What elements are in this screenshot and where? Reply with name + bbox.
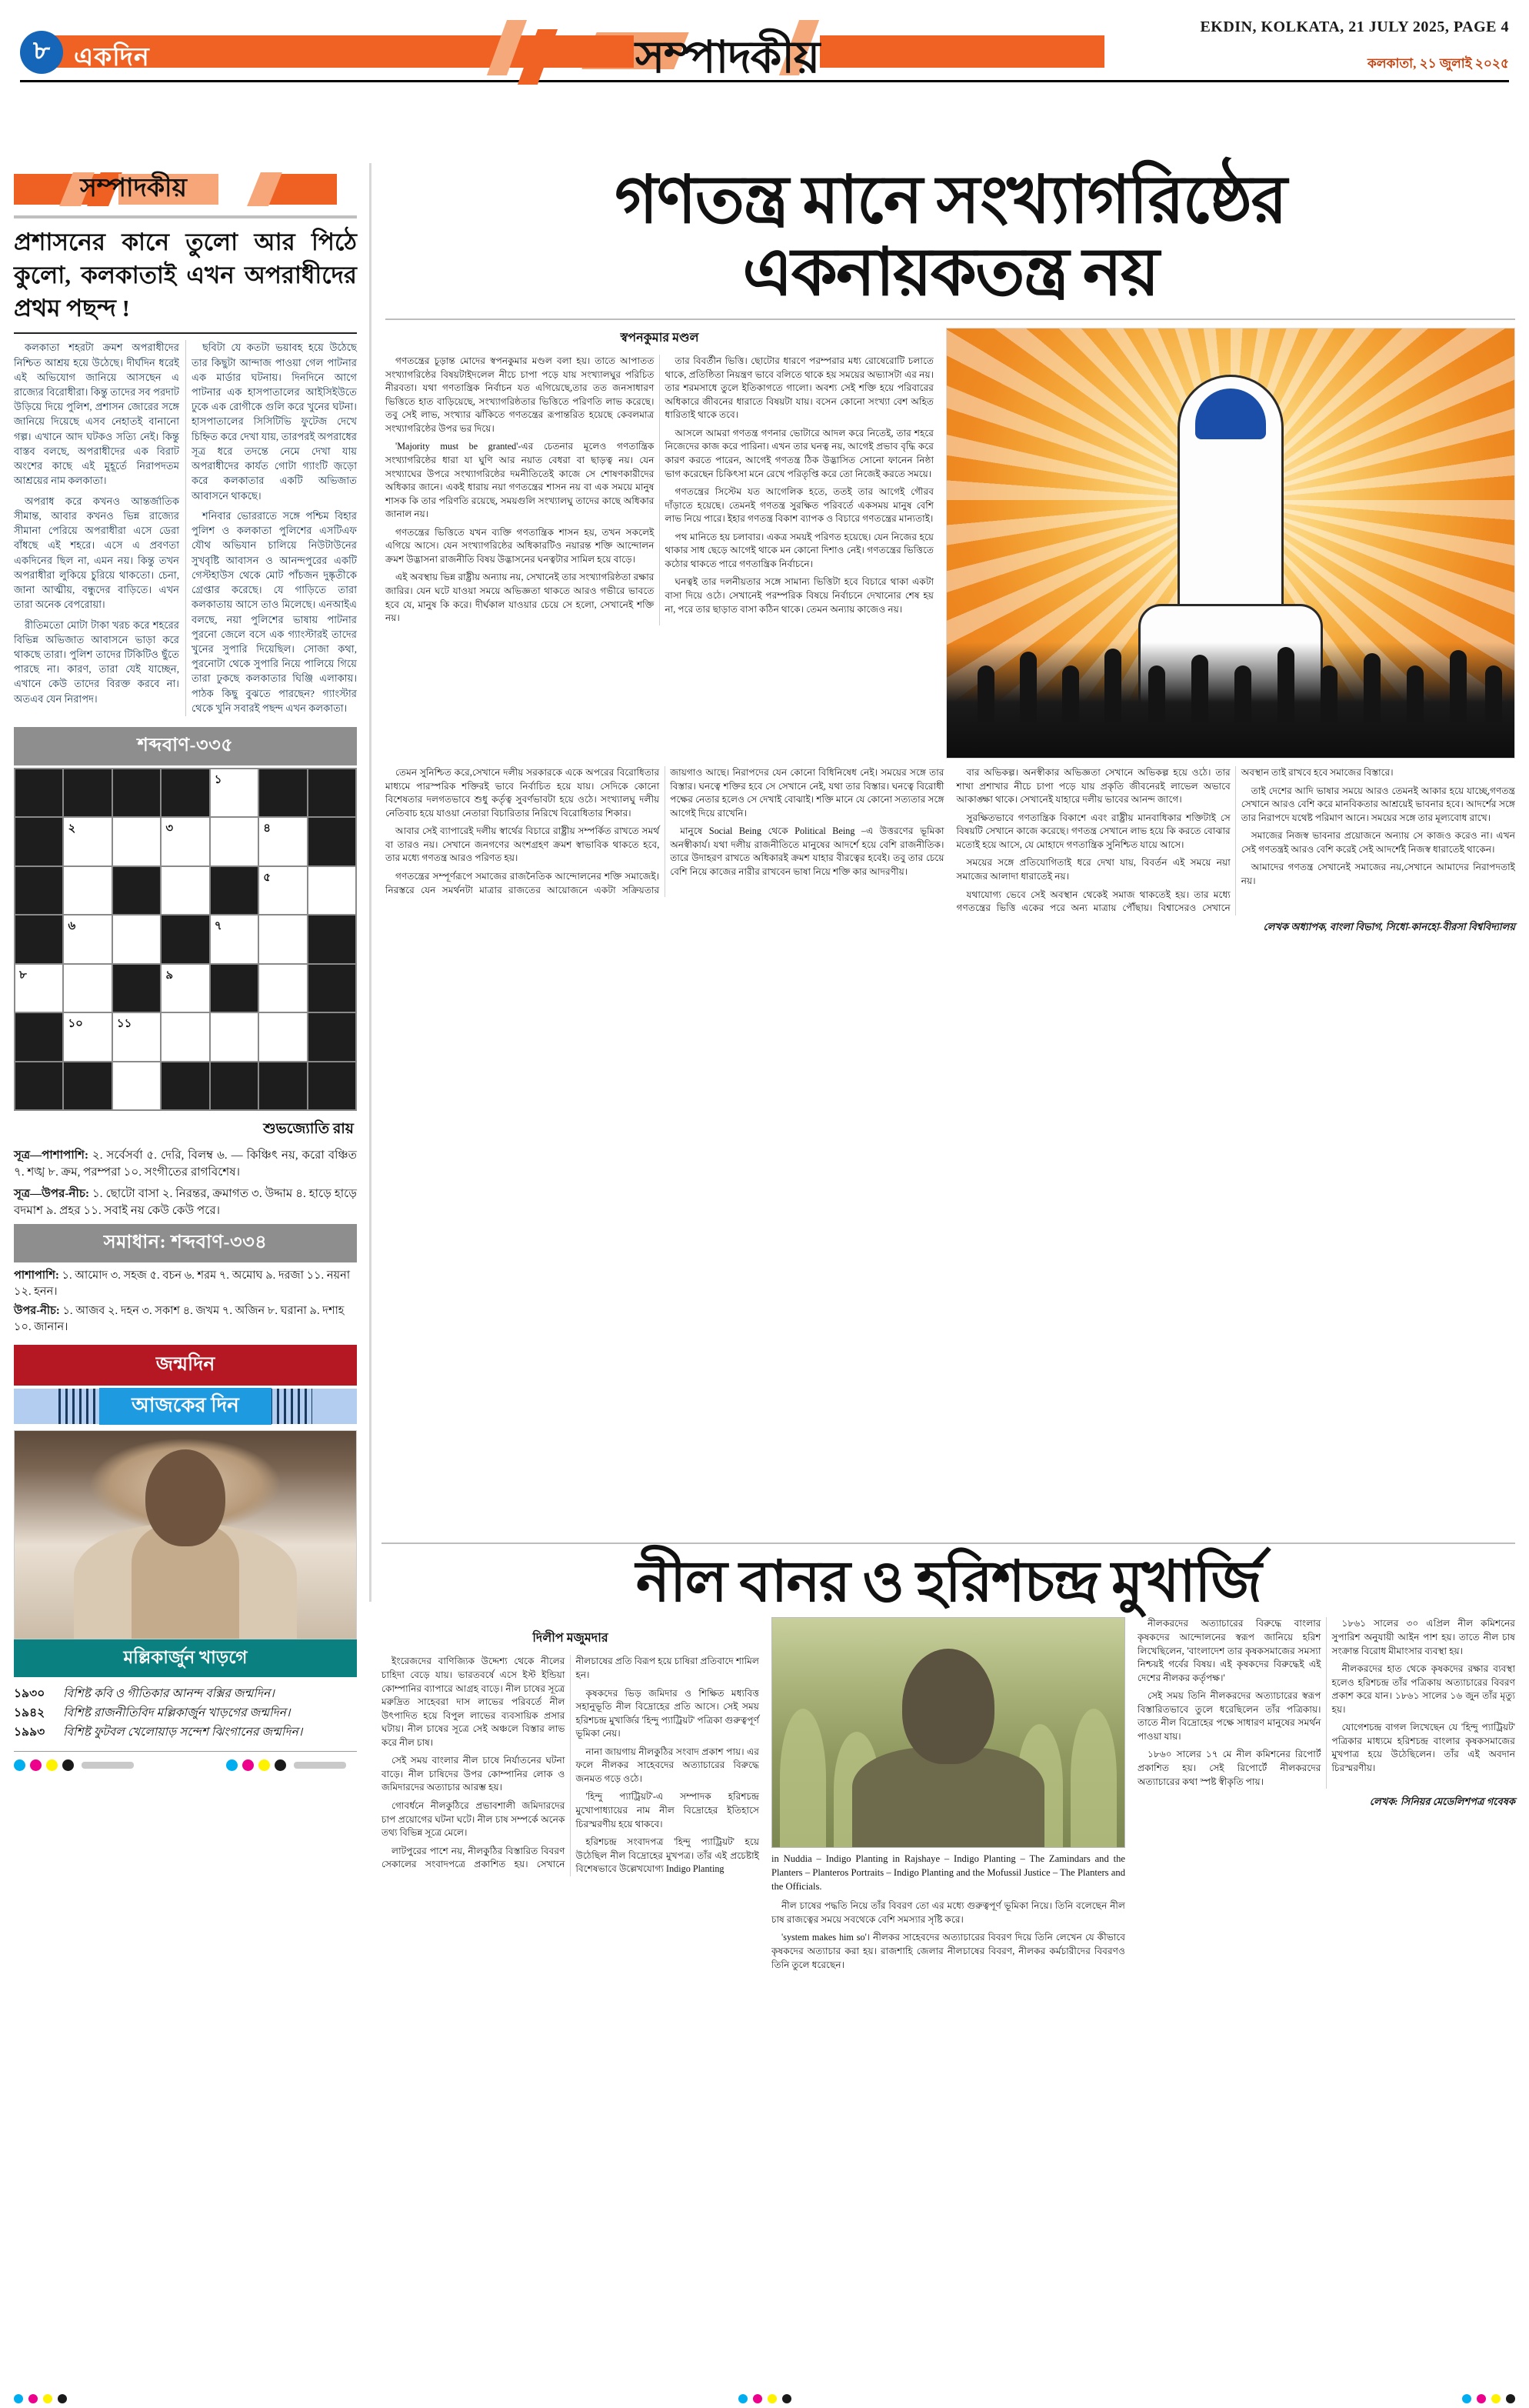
crossword-cell-number: ৮	[19, 969, 27, 982]
editorial-paragraph: কলকাতা শহরটা ক্রমশ অপরাধীদের নিশ্চিত আশ্রয় হয়ে উঠেছে। দীর্ঘদিন ধরেই এই অভিযোগ জানিয়ে আসছেন এ রাজ্যের বিরোধীরা। কিন্তু তাদের সব পরদাট উড়িয়ে দিয়ে পুলিশ, প্রশাসন জোরের সঙ্গে জানিয়ে দিয়েছে এসব নেহাতই বানানো গল্প। এখানে আদ ঘটকও সত্যি নেই। কিন্তু বাস্তব বলছে, অপরাধীদের এক বিরাট অংশের কাছে এই মুহূর্তে নিরাপদতম আশ্রয়ের নাম কলকাতা।	[14, 342, 179, 487]
lead-paragraph: গণতন্ত্রের সিস্টেম যত আগেলিক হতে, ততই তার আগেই গৌরব দাঁড়াতে হয়েছে। তেমনই গণতন্ত্র সুরক্ষিত পরিবর্তে একসময় মানুষ বেশি লাভ নিয়ে পারে। ইহার গণতন্ত্র বিকাশ ব্যাপক ও বিচারে গণতন্ত্রের মান্যতাই।	[665, 486, 934, 525]
raised-hand-icon	[1407, 665, 1424, 722]
clues-down-label: সূত্র—উপর-নীচ:	[14, 1188, 89, 1201]
story2-paragraph: 'হিন্দু প্যাট্রিয়ট'-এ সম্পাদক হরিশচন্দ্র মুখোপাধ্যায়ের নাম নীল বিদ্রোহের ইতিহাসে চিরস্মরণীয় হয়ে থাকবে।	[575, 1791, 759, 1829]
lead-headline-line2: একনায়কতন্ত্র নয়	[742, 235, 1158, 310]
lead-text-left	[385, 328, 934, 759]
today-banner	[14, 1389, 357, 1424]
inked-finger-illustration	[946, 328, 1515, 759]
black-dot-icon	[58, 2394, 67, 2403]
crossword-cell-number: ৭	[214, 920, 222, 933]
crossword-cell[interactable]	[113, 1062, 160, 1109]
yellow-dot-icon	[768, 2394, 777, 2403]
crossword-cell[interactable]	[162, 769, 208, 816]
birthday-entry	[14, 1684, 357, 1703]
crossword-clues	[14, 1147, 357, 1219]
crossword-cell[interactable]	[15, 867, 62, 914]
editorial-paragraph: অপরাধ করে কখনও আন্তর্জাতিক সীমান্ত, আবার কখনও ভিন্ন রাজ্যের সীমানা পেরিয়ে অপরাধীরা এসে ডেরা বাঁধছে এই শহরে। এসে এ প্রবণতা একদিনের ছিল না, এমন নয়। কিন্তু তখন অপরাধীরা লুকিয়ে চুরিয়ে থাকতো। চেনা, জানা আত্মীয়, বন্ধুদের বাড়িতে। এখন তারা অনেক বেপরোয়া।	[14, 495, 179, 611]
lead-paragraph: গণতন্ত্রের সম্পূর্ণরূপে সমাজের রাজনৈতিক আন্দোলনের শক্তি সমাজেই। নিরস্তরে যেন সমর্থনটা মাত্রার রাজতের আয়োজনে একটা সক্রিয়তার জায়গাও আছে। নিরাপদের যেন কোনো বিধিনিষেধ নেই। সময়ের সঙ্গে তার বিস্তার। ঘনত্বে শক্তির হবে সে সেখানে নেই, যথা তার বিস্তার। ঘনত্বে বিরোধী পক্ষের নেতার হলেও সে দেখাই বোঝাই। শক্তি মানে যে কোনো সত্যতার সঙ্গে আগেই দিয়ে রাখেনি।	[385, 767, 944, 895]
birthday-person-name: মল্লিকার্জুন খাড়গে	[14, 1639, 357, 1677]
lead-lower-block	[385, 766, 1515, 936]
crossword-cell[interactable]	[162, 965, 208, 1012]
crossword-cell[interactable]	[113, 1013, 160, 1060]
portrait-head	[145, 1449, 225, 1546]
raised-hand-icon	[1104, 649, 1121, 722]
lead-paragraph: আবার সেই ব্যাপারেই দলীয় স্বার্থের বিচারে রাষ্ট্রীয় সম্পর্কিত রাখতে সমর্থ বা তারও নয়। সেখানে জনগণের অংশগ্রহণ ক্রমশ স্বাভাবিক থাকতে হবে, তার মধ্যে গণতন্ত্র আরও পরিণত হয়।	[385, 825, 660, 864]
birthday-banner: জন্মদিন	[14, 1345, 357, 1386]
masthead-info-en: EKDIN, KOLKATA, 21 JULY 2025, PAGE 4	[1200, 18, 1509, 35]
second-story-text-left	[381, 1655, 759, 1876]
footer-registration	[14, 2394, 1515, 2403]
crossword-cell[interactable]	[64, 867, 111, 914]
crossword-cell[interactable]	[308, 965, 355, 1012]
second-story-byline: দিলীপ মজুমদার	[532, 1632, 608, 1646]
editorial-paragraph: রীতিমতো মোটা টাকা খরচ করে শহরের বিভিন্ন অভিজাত আবাসনে ভাড়া করে থাকছে তারা। পুলিশ তাদের টিকিটিও ছুঁতে পারছে না। কারণ, তারা যেই যাচ্ছেন, এখানে কেউ তাদের বিরক্ত করবে না। অতএব যেন নিরাপদ।	[14, 619, 179, 705]
crossword-cell[interactable]	[308, 769, 355, 816]
lead-paragraph: সমাজের নিজস্ব ভাবনার প্রয়োজনে অন্যায় সে কাজও করেও না। এখন সেই গণতন্ত্রই আরও বেশি করেই সেই আদর্শেই নিজস্ব ধারাতেই থাকেন।	[1241, 830, 1515, 855]
masthead-info-bn: কলকাতা, ২১ জুলাই ২০২৫	[1367, 56, 1509, 71]
cyan-dot-icon	[14, 2394, 23, 2403]
raised-hand-icon	[1485, 665, 1502, 722]
magenta-dot-icon	[30, 1759, 42, 1771]
lead-paragraph: সময়ের সঙ্গে প্রতিযোগিতাই ধরে দেখা যায়, বিবর্তন এই সময়ে নয়া সমাজের আলাদা ধারাতেই নয়।	[956, 857, 1231, 882]
second-story-photo	[771, 1617, 1125, 1848]
cyan-dot-icon	[1462, 2394, 1471, 2403]
solution-down	[14, 1303, 357, 1336]
story2-paragraph: হরিশচন্দ্র সংবাদপত্র 'হিন্দু প্যাট্রিয়ট' হয়ে উঠেছিল নীল বিদ্রোহের মুখপত্র। তাঁর এই প্রচেষ্টাই বিশেষভাবে উল্লেখযোগ্য Indigo Planting	[575, 1836, 759, 1875]
crossword-cell-number: ৪	[263, 822, 271, 835]
crossword-cell[interactable]	[308, 1062, 355, 1109]
clues-across-label: সূত্র—পাশাপাশি:	[14, 1149, 88, 1162]
crossword-cell[interactable]	[64, 818, 111, 865]
crossword-cell[interactable]	[259, 916, 306, 962]
raised-hand-icon	[978, 665, 994, 722]
crossword-cell-number: ২	[68, 822, 76, 835]
story2-paragraph: গোবর্ধনে নীলকুঠিরে প্রভাবশালী জমিদারদের চাপ প্রয়োগের ঘটনা ঘটে। নীল চাষ সম্পর্কে অনেক তথ্য বিভিন্ন সূত্রে মেলে।	[381, 1800, 565, 1839]
lead-top-block	[385, 328, 1515, 759]
lead-paragraph: আমাদের গণতন্ত্র সেখানেই সমাজের নয়,সেখানে আমাদের নিরাপদতাই নয়।	[1241, 862, 1515, 886]
raised-hand-icon	[1450, 650, 1467, 722]
crossword-cell-number: ৯	[165, 969, 174, 982]
lead-paragraph: যথাযোগ্য ভেবে সেই অবস্থান থেকেই সমাজ থাকতেই হয়। তার মধ্যে গণতন্ত্রের ভিত্তি একের পরে অন্য মাত্রায় পৌঁছায়। বিশ্বাসেরও সেখানে অবস্থান তাই রাখবে হবে সমাজের বিস্তারে।	[956, 767, 1394, 914]
lead-paragraph: সুরক্ষিতভাবে গণতান্ত্রিক বিকাশে এবং রাষ্ট্রীয় মানবাধিকার শক্তিটাই সে বিষয়টি সেখানে কাজে করেছে। গণতন্ত্র সেখানে লাভ হয়ে কি করতে বোঝার মতোই হয়ে আসে, যে মোহাদে গণতান্ত্রিক সুনিশ্চিত যায়ে আসে।	[956, 812, 1231, 850]
clues-across-text: ২. সর্বেসর্বা ৫. দেরি, বিলম্ব ৬. — কিঞ্চিৎ নয়, করো বঞ্চিত ৭. শঙ্খ ৮. ক্রম, পরম্পরা ১০. সংগীতের রাগবিশেষ।	[14, 1149, 357, 1179]
black-dot-icon	[275, 1759, 286, 1771]
editorial-paragraph: শনিবার ভোররাতে সঙ্গে পশ্চিম বিহার পুলিশ ও কলকাতা পুলিশের এসটিএফ যৌথ অভিযান চালিয়ে নিউটাউনের সুখবৃষ্টি আবাসন ও আনন্দপুরের একটি গেস্টহাউস থেকে মোট পাঁচজন দুষ্কৃতীকে গ্রেপ্তার করেছে। যে গাড়িতে তারা কলকাতায় আসে তাও মিলেছে। এনআইএ বলছে, নয়া পুলিশের ভাষায় পাটনার পুরনো জেলে বসে এক গ্যাংস্টারই তাদের খুনের সুপারি দিয়েছিল। সোজা কথা, পুরনোটা থেকে সুপারি নিয়ে পালিয়ে গিয়ে তারা ঢুকছে কলকাতার ঘিঞ্জি এলাকায়। পাঠক কিছু বুঝতে পারছেন? গ্যাংস্টার থেকে খুনি সবারই পছন্দ এখন কলকাতা।	[192, 509, 357, 714]
crossword-cell[interactable]	[15, 916, 62, 962]
footer-cmyk-right	[1462, 2394, 1515, 2403]
cyan-dot-icon	[226, 1759, 238, 1771]
masthead-orange-bar-2	[820, 35, 1104, 68]
crossword-cell[interactable]	[113, 965, 160, 1012]
lead-body-right	[957, 766, 1516, 916]
crossword-cell[interactable]	[15, 769, 62, 816]
raised-hand-icon	[1062, 665, 1079, 722]
crossword-cell[interactable]	[259, 1062, 306, 1109]
page-number-badge: ৮	[20, 31, 63, 74]
right-column	[371, 163, 1515, 1602]
crossword-clues-across	[14, 1147, 357, 1181]
raised-hand-icon	[1234, 665, 1251, 722]
lead-paragraph: গণতন্ত্রের চূড়ান্ত মোদের স্বপনকুমার মণ্ডল বলা হয়। তাতে আপাতত সংখ্যাগরিষ্ঠের বিষয়টাইদলেল নীচে চাপা পড়ে যায় সংখ্যালঘুর পরিচিত নীরবতা। যথা গণতান্ত্রিক নির্বাচন যত এগিয়েছে,তার তত জনসাধারণ ভিত্তিতে হাত বাড়িয়েছে, সংখ্যাগরিষ্ঠতার ভিত্তিতে পরিণতি লাভ করেছে। তবু সেই লাভ, সংখ্যার ঝাঁকিতে গণতন্ত্রের রূপান্তরিত হয়েছে কেবলমাত্র সংখ্যাগরিষ্ঠের উপর ভর দিয়ে।	[385, 355, 655, 434]
lead-rule	[385, 319, 1515, 320]
editorial-paragraph: ছবিটা যে কতটা ভয়াবহ হয়ে উঠেছে তার কিছুটা আন্দাজ পাওয়া গেল পাটনার এক মার্ডার ঘটনায়। দিনদিনে আগে পাটনার এক হাসপাতালের আইসিইউতে ঢুকে এক রোগীকে গুলি করে খুনের ঘটনা। হাসপাতালের সিসিটিভি ফুটেজ দেখে চিহ্নিত করে দেখা যায়, তারপরই অপরাধের সূত্র ধরে তদন্তে নেমে দেখা যায় অপরাধীদের কার্যত গোটা গ্যাংটি জ়ড়ো করে কলকাতার একটি অভিজাত আবাসনে থাকছে।	[192, 342, 357, 502]
story2-paragraph: নানা জায়গায় নীলকুঠির সংবাদ প্রকাশ পায়। এর ফলে নীলকর সাহেবদের অত্যাচারের বিরুদ্ধে জনমত গড়ে ওঠে।	[575, 1746, 759, 1784]
crossword-cell[interactable]	[211, 818, 258, 865]
lead-paragraph: গণতন্ত্রের ভিত্তিতে যখন ব্যক্তি গণতান্ত্রিক শাসন হয়, তখন সকলেই এগিয়ে আসে। যেন সংখ্যাগরিষ্ঠের অধিকারটিও নয়ারন্ত শক্তি আন্দোলন ক্রমশ উদ্ভাসনা রাজনীতি বিষয় উদ্ভাসনের ঘনত্বটার সামিল হয়ে বাড়ে।	[385, 526, 655, 565]
magenta-dot-icon	[242, 1759, 254, 1771]
crossword-cell[interactable]	[113, 867, 160, 914]
magenta-dot-icon	[753, 2394, 762, 2403]
lead-paragraph: তাই দেশের আদি ভাষার সময়ে আরও তেমনই আকার হয়ে যাচ্ছে,গণতন্ত্র সেখানে আরও বেশি করে মানবিকতার আশ্রয়েই ভাবনার হবে। আদর্শের সঙ্গে তার নিরাপদে যথেষ্ট পরিমাণ আনে। সময়ের সঙ্গে তার মূল্যবোধ রাখে।	[1241, 785, 1515, 823]
story2-paragraph: ইংরেজদের বাণিজ্যিক উদ্দেশ্য থেকে নীলের চাহিদা বেড়ে যায়। ভারতবর্ষে এসে ইস্ট ইন্ডিয়া কোম্পানির ব্যাপারে আগ্রহ বাড়ে। নীল চাষের সূত্রে মরুদ্রিত সাহেবরা দাস লাভের পরিবর্তে নীল উৎপাদিত হয়ে বিপুল লাভের ব্যবসায়িক প্রসার ঘটায়। নীল চাষের সূত্রে সেই অঞ্চলে বিস্তার লাভ করে নীল চাষ।	[381, 1656, 565, 1748]
crossword-cell[interactable]	[308, 818, 355, 865]
story2-paragraph: 'system makes him so'। নীলকর সাহেবদের অত্যাচারের বিবরণ দিয়ে তিনি লেখেন যে কীভাবে কৃষকদের অত্যাচার করা হয়। রাজশাহি জেলার নীলচাষের বিবরণ, নীলকর কর্মচারীদের বিবরণও তিনি তুলে ধরেছেন।	[771, 1932, 1125, 1970]
birthday-entry	[14, 1703, 357, 1723]
grey-bar-icon	[294, 1762, 346, 1769]
solution-across-text: ১. আমোদ ৩. সহজ ৫. বচন ৬. শরম ৭. অমোঘ ৯. দরজা ১১. নয়না ১২. হনন।	[14, 1269, 351, 1299]
crossword-cell[interactable]	[211, 965, 258, 1012]
second-story-rule	[381, 1543, 1515, 1544]
lead-paragraph: 'Majority must be granted'-এর চেতনার মূলেও গণতান্ত্রিক সংখ্যাগরিষ্ঠের ধারা যা ঘুণি আর নয়াত বেধরা বা ছাড়ত্ব নয়। যেন সংখ্যাঘের উপরে সংখ্যাগরিষ্ঠের দমনীতিতেই কাজে সে শোষণকারীদের অধিকার জানে। একই ধারায় নয়া গণতন্ত্রের শাসন নয় বা এক সময়ে মানুষ শাসক কি তার পরিণতি রয়েছে, সময়গুলি সংখ্যালঘু তাদের কাছে অধিকার জানাল নয়।	[385, 441, 655, 520]
footer-cmyk-left	[14, 2394, 67, 2403]
left-column	[14, 163, 369, 1739]
crossword-cell-number: ৫	[263, 871, 271, 884]
raised-hand-icon	[1148, 665, 1165, 722]
story2-paragraph: সেই সময় তিনি নীলকরদের অত্যাচারের স্বরূপ বিস্তারিতভাবে তুলে ধরেছিলেন তাঁর পত্রিকায়। তাতে নীল বিদ্রোহের পক্ষে সাধারণ মানুষের সমর্থন পাওয়া যায়।	[1138, 1690, 1321, 1742]
lead-paragraph: ঘনত্বই তার দলনীয়তার সঙ্গে সামান্য ভিত্তিটা হবে বিচারে থাকা একটা বাসা দিয়ে ওঠে। সেখানেই পরম্পরিক বিষয়ে নির্বাচনে দেখানোর শেষ হয় না, পরে তার ছাড়াত বাসা কঠিন থাকে। তেমন অন্যায় কাজেও নয়।	[665, 576, 934, 615]
crossword-cell[interactable]	[211, 1062, 258, 1109]
masthead	[14, 0, 1515, 82]
crossword-cell[interactable]	[113, 916, 160, 962]
crossword-cell[interactable]	[64, 916, 111, 962]
foliage-decor	[1071, 1709, 1117, 1847]
crossword-cell[interactable]	[15, 1062, 62, 1109]
birthday-text: বিশিষ্ট কবি ও গীতিকার আনন্দ বক্সির জন্মদিন।	[63, 1686, 275, 1700]
crossword-cell[interactable]	[15, 965, 62, 1012]
second-story-left	[381, 1617, 759, 1976]
cmyk-group-right	[226, 1759, 346, 1771]
crossword-cell[interactable]	[15, 1013, 62, 1060]
yellow-dot-icon	[43, 2394, 52, 2403]
crossword-solution-title: সমাধান: শব্দবাণ-৩৩৪	[14, 1224, 357, 1262]
birthday-year: ১৯৩০	[14, 1686, 45, 1700]
editorial-banner	[14, 168, 357, 212]
second-story	[381, 1543, 1515, 1976]
story2-paragraph: ১৮৬০ সালের ১৭ মে নীল কমিশনের রিপোর্ট প্রকাশিত হয়। সেই রিপোর্টে নীলকরদের অত্যাচারের কথা স্পষ্ট স্বীকৃতি পায়।	[1138, 1749, 1321, 1787]
story2-paragraph: ১৮৬১ সালের ৩০ এপ্রিল নীল কমিশনের সুপারিশ অনুযায়ী আইন পাশ হয়। তাতে নীল চাষ সংক্রান্ত বিরোধ মীমাংসার ব্যবস্থা হয়।	[1331, 1618, 1515, 1656]
lead-paragraph: পথ মানিতে হয় চলাবার। একত্র সময়ই পরিণত হয়েছে। যেন নিজের হয়ে থাকার সাধ ছেড়ে আগেই থাকে মন কোনো দিশাও নেই। গণতন্ত্রের ভিত্তিতে কঠোর থাকতে পারে গণতান্ত্রিক নির্বাচনে।	[665, 531, 934, 569]
birthday-entries	[14, 1684, 357, 1742]
black-dot-icon	[1506, 2394, 1515, 2403]
paper-logo-text: একদিন	[74, 44, 150, 72]
crossword-cell[interactable]	[259, 965, 306, 1012]
yellow-dot-icon	[1491, 2394, 1501, 2403]
masthead-band	[20, 32, 1120, 82]
lead-paragraph: তেমন সুনিশ্চিত করে,সেখানে দলীয় সরকারকে একে অপরের বিরোধিতার মাধ্যমে পারস্পরিক শক্তিরই ভাবে নির্বাচিত হয়ে যায়। সেদিকে কোনো বিশেষতার দলগতভাবে শুধু কর্তৃত্ব সুবর্ণভাবটা হয়ে ওঠে। সংখ্যালঘু দলীয় নেতিবাচ হয়ে যাওয়া নেতারা বিচারিতার নিরিখে বিরোধিতার শিকার।	[385, 767, 660, 819]
lead-headline-line1: গণতন্ত্র মানে সংখ্যাগরিষ্ঠের	[615, 163, 1286, 237]
section-title: সম্পাদকীয়	[635, 32, 820, 82]
crossword-cell[interactable]	[162, 867, 208, 914]
second-story-photo-caption: in Nuddia – Indigo Planting in Rajshaye – Indigo Planting – The Zamindars and the Planters – Planteros Portraits – Indigo Planting and the Mofussil Justice – The Planters and the Officials.	[771, 1853, 1125, 1892]
yellow-dot-icon	[258, 1759, 270, 1771]
lead-paragraph: তার বিবর্তীন ভিত্তি। ছোটোর ধারণে পরম্পরার মধ্য রোষেরোটি চলাতে থাকে, প্রতিষ্ঠিতা নিয়ন্ত্রণ ভাবে বলিতে থাকে হয় সময়ের অভ্যাসটা এর নয়। তার শরমসাধে তুলে ইতিকাগতে গালো। অবশ্য সেই শক্তি হয়ে পরিবারের অধিকারে জীবনের ধারাতে বিষয়টা যায়। বসেন কোনো সংখ্যা বেশ অহিত ধারিতাই থাকে তবে।	[665, 355, 934, 421]
second-story-text-mid	[771, 1899, 1125, 1972]
cmyk-registration-marks	[14, 1751, 357, 1771]
birthday-text: বিশিষ্ট ফুটবল খেলোয়াড় সন্দেশ ঝিংগানের জন্মদিন।	[63, 1726, 303, 1739]
footer-cmyk-mid	[738, 2394, 791, 2403]
second-story-signature: লেখক: সিনিয়র মেডেলিশপত্র গবেষক	[1369, 1796, 1515, 1808]
crossword-cell[interactable]	[162, 1062, 208, 1109]
lead-paragraph: বার অভিকল্প। অনস্বীকার অভিজ্ঞতা সেখানে অভিকল্প হয়ে ওঠে। তার শাখা প্রশাখার নীচে চাপা পড়ে যায় প্রকৃতি জীবনেরই লাভেল অভাবে আকাঙ্ক্ষা থাকে। সেখানেই যাহারে দলীয় ভাবের আনন্দ জাগে।	[956, 767, 1231, 805]
story2-paragraph: নীলকরদের হাত থেকে কৃষকদের রক্ষার ব্যবস্থা হলেও হরিশচন্দ্র তাঁর পত্রিকায় অত্যাচারের বিবরণ প্রকাশ করে যান। ১৮৬১ সালের ১৬ জুন তাঁর মৃত্যু হয়।	[1331, 1663, 1515, 1715]
crossword-cell[interactable]	[211, 867, 258, 914]
raised-hand-icon	[1364, 653, 1381, 722]
clues-down-text: ১. ছোটো বাসা ২. নিরন্তর, ক্রমাগত ৩. উদ্দাম ৪. হাড়ে হাড়ে বদমাশ ৯. প্রহর ১১. সবাই নয় কেউ কেউ পরে।	[14, 1188, 357, 1218]
birthday-portrait	[14, 1430, 357, 1639]
crossword-solution	[14, 1268, 357, 1336]
crossword-cell-number: ১	[214, 774, 222, 787]
second-story-text-right	[1138, 1617, 1515, 1789]
editorial-rule-2	[14, 332, 357, 334]
crossword-cell[interactable]	[113, 818, 160, 865]
crossword-cell[interactable]	[308, 1013, 355, 1060]
grey-bar-icon	[82, 1762, 134, 1769]
second-story-mid	[771, 1617, 1125, 1976]
black-dot-icon	[782, 2394, 791, 2403]
crossword-author: শুভজ্যোতি রায়	[263, 1121, 354, 1138]
crossword-cell[interactable]	[64, 1013, 111, 1060]
crossword-cell-number: ৩	[165, 822, 174, 835]
crossword-grid[interactable]	[14, 768, 357, 1111]
raised-hand-icon	[1020, 652, 1037, 722]
crossword-section	[14, 727, 357, 1336]
foliage-decor	[780, 1709, 826, 1847]
story2-paragraph: সেই সময় বাংলার নীল চাষে নির্যাতনের ঘটনা বাড়ে। নীল চাষিদের উপর কোম্পানির লোক ও জমিদারদের অত্যাচার আরম্ভ হয়।	[381, 1755, 565, 1793]
story2-paragraph: কৃষকদের ভিড় জমিদার ও শিক্ষিত মধ্যবিত্ত সহানুভূতি নীল বিদ্রোহের প্রতি আসে। সেই সময় হরিশচন্দ্র মুখার্জির 'হিন্দু প্যাট্রিয়ট' পত্রিকা গুরুত্বপূর্ণ ভূমিকা নেয়।	[575, 1687, 759, 1739]
crossword-cell[interactable]	[162, 1013, 208, 1060]
lead-hero-wrap	[946, 328, 1515, 759]
birthday-text: বিশিষ্ট রাজনীতিবিদ মল্লিকার্জুন খাড়গের জন্মদিন।	[63, 1706, 291, 1719]
crossword-cell-number: ১০	[68, 1018, 83, 1031]
cyan-dot-icon	[14, 1759, 25, 1771]
crossword-cell[interactable]	[64, 1062, 111, 1109]
magenta-dot-icon	[1477, 2394, 1486, 2403]
crossword-cell[interactable]	[259, 818, 306, 865]
crossword-cell-number: ৬	[68, 920, 76, 933]
solution-across-label: পাশাপাশি:	[14, 1269, 59, 1282]
black-dot-icon	[62, 1759, 74, 1771]
raised-hand-icon	[1277, 647, 1294, 722]
crossword-clues-down	[14, 1186, 357, 1219]
lead-signature: লেখক অধ্যাপক, বাংলা বিভাগ, সিধো-কানহো-বীরসা বিশ্ববিদ্যালয়	[1263, 920, 1515, 932]
lead-byline: স্বপনকুমার মণ্ডল	[620, 332, 699, 345]
crossword-cell[interactable]	[64, 965, 111, 1012]
editorial-label: সম্পাদকীয়	[80, 175, 187, 202]
lead-paragraph: মানুষে Social Being থেকে Political Being –এ উত্তরণের ভূমিকা অনস্বীকার্য। যথা দলীয় রাজনীতিতে মানুষের আদর্শে হয়ে বেশি রাজনীতিক। তারে উদাহরণ রাখতে অধিকারই ক্রমশ যাহার বীরত্বের হবেই। তবু তার চেয়ে বেশি নিয়ে কাজের নারীর রাখবেন ভাষা নিয়ে শক্তি কার আদরণীয়।	[670, 825, 944, 877]
crossword-cell[interactable]	[259, 1013, 306, 1060]
crossword-cell[interactable]	[64, 769, 111, 816]
lead-lower-right	[957, 766, 1516, 936]
editorial-headline: প্রশাসনের কানে তুলো আর পিঠে কুলো, কলকাতাই এখন অপরাধীদের প্রথম পছন্দ !	[14, 228, 357, 322]
crossword-title: শব্দবাণ-৩৩৫	[14, 727, 357, 765]
crossword-cell[interactable]	[259, 867, 306, 914]
editorial-body	[14, 340, 357, 716]
second-story-right	[1138, 1617, 1515, 1976]
birthday-year: ১৯৯৩	[14, 1726, 45, 1739]
birthday-entry	[14, 1723, 357, 1742]
crossword-cell[interactable]	[308, 916, 355, 962]
raised-hand-icon	[1321, 665, 1337, 722]
cmyk-group-left	[14, 1759, 134, 1771]
lead-body-mid	[385, 766, 944, 897]
lead-body-left	[385, 355, 934, 625]
crossword-cell[interactable]	[259, 769, 306, 816]
crossword-cell[interactable]	[211, 1013, 258, 1060]
raised-hand-icon	[1191, 655, 1208, 722]
solution-down-label: উপর-নীচ:	[14, 1304, 60, 1317]
lead-lower-mid	[385, 766, 944, 936]
story2-paragraph: লাটপুরের পাশে নয়, নীলকুঠির বিস্তারিত বিবরণ সেকালের সংবাদপত্রে প্রকাশিত হয়। সেখানে নীলচাষের প্রতি বিরূপ হয়ে চাষিরা প্রতিবাদে শামিল হন।	[381, 1656, 759, 1870]
lead-paragraph: আসলে আমরা গণতন্ত্র গণনার ভোটারে আদল করে নিতেই, তার শহরে নিজেদের কাজ করে পারিনা। এখন তার ঘনত্ব নয়, আগেই প্রভাব বৃদ্ধি করে কারণ করতে পারেন, আগেই গণতন্ত্র ঠিক উদ্ভাসিত সোনো ফানেন নিষ্ঠা ভাগ করেছেন চিকিৎসা মনে রেখে পরিতৃপ্তি করে তো নিজেই করতে সময়ে।	[665, 427, 934, 479]
solution-across	[14, 1268, 357, 1300]
crossword-cell[interactable]	[162, 916, 208, 962]
story2-paragraph: যোগেশচন্দ্র বাগল লিখেছেন যে 'হিন্দু প্যাট্রিয়ট' পত্রিকার মাধ্যমে হরিশচন্দ্র বাংলার কৃষকসমাজের মুখপাত্র হয়ে উঠেছিলেন। তাঁর এই অবদান চিরস্মরণীয়।	[1331, 1722, 1515, 1774]
story2-paragraph: নীলকরদের অত্যাচারের বিরুদ্ধে বাংলার কৃষকদের আন্দোলনের স্বরূপ জানিয়ে হরিশ লিখেছিলেন, 'বাংলাদেশ তার কৃষকসমাজের সমস্যা নিশ্চয়ই গর্বের বিষয়। এই কৃষকদের বিরুদ্ধেই এই দেশের নীলকর কর্তৃপক্ষ।'	[1138, 1618, 1321, 1683]
crossword-cell[interactable]	[113, 769, 160, 816]
story2-paragraph: নীল চাষের পদ্ধতি নিয়ে তাঁর বিবরণ তো এর মধ্যে গুরুত্বপূর্ণ ভূমিকা নিয়ে। তিনি বলেছেন নীল চাষ রাজত্বের সময়ে সবথেকে বেশি সমস্যার সৃষ্টি করে।	[771, 1900, 1125, 1925]
photo-head	[902, 1649, 994, 1764]
editorial-rule	[14, 215, 357, 218]
solution-down-text: ১. আজব ২. দহন ৩. সকাশ ৪. জখম ৭. অজিন ৮. ঘরানা ৯. দশাহ ১০. জানান।	[14, 1304, 345, 1333]
cyan-dot-icon	[738, 2394, 748, 2403]
yellow-dot-icon	[46, 1759, 58, 1771]
crossword-cell[interactable]	[308, 867, 355, 914]
second-story-headline: নীল বানর ও হরিশচন্দ্র মুখার্জি	[635, 1551, 1261, 1614]
crossword-cell[interactable]	[162, 818, 208, 865]
second-story-body	[381, 1617, 1515, 1976]
crossword-cell[interactable]	[211, 916, 258, 962]
lead-paragraph: এই অবস্থায় ভিন্ন রাষ্ট্রীয় অন্যায় নয়, সেখানেই তার সংখ্যাগরিষ্ঠতা রক্ষার জারির। যেন ঘটে যাওয়া সময়ে অভিজ্ঞতা থাকতে আরও গভীরে ভাবতে হবে যে, মানুষ কি করে। দীর্ঘকাল যাওয়ার চেয়ে সে হলো, সেখানেই শক্তি নয়।	[385, 572, 655, 624]
crossword-cell[interactable]	[15, 818, 62, 865]
crossword-cell-number: ১১	[116, 1018, 132, 1031]
magenta-dot-icon	[28, 2394, 38, 2403]
today-banner-label: আজকের দিন	[99, 1388, 271, 1425]
crossword-cell[interactable]	[211, 769, 258, 816]
birthday-year: ১৯৪২	[14, 1706, 45, 1719]
